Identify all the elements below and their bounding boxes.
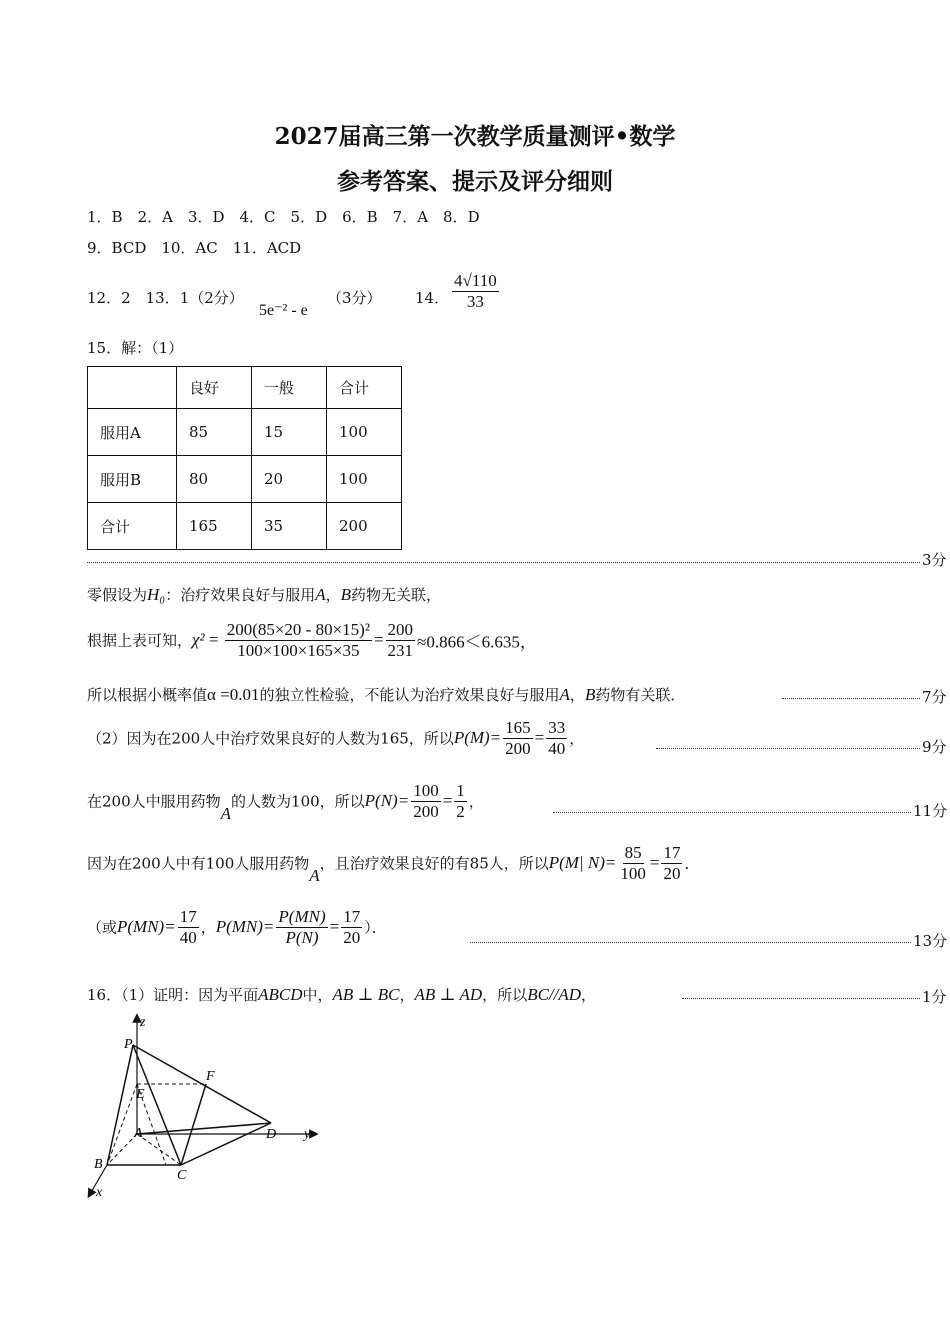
label-a: A	[134, 1126, 143, 1141]
table-cell: 85	[177, 409, 252, 456]
chi-symbol: χ²	[192, 630, 205, 650]
drug-a: A	[309, 866, 320, 886]
conclusion-text: 的独立性检验，不能认为治疗效果良好与服用	[259, 686, 560, 704]
chi-tail: ≈0.866＜6.635，	[417, 632, 537, 652]
label-p: P	[124, 1037, 133, 1052]
score-leader	[782, 698, 920, 699]
q13-expression: 5e⁻² - e	[259, 302, 308, 319]
part2-prefix: 因为在200人中有100人服用药物	[87, 854, 310, 873]
score-11: 11分	[913, 802, 948, 820]
table-cell: 100	[327, 456, 402, 503]
punct: ，	[581, 986, 597, 1004]
fraction-numerator: 165	[505, 718, 531, 737]
fraction-numerator: 85	[624, 843, 642, 862]
answers-q12-13: 12．2 13．1（2分）	[87, 289, 244, 307]
table-cell	[88, 367, 177, 409]
score-leader	[87, 562, 920, 563]
fraction-denominator: 200	[413, 801, 439, 821]
fraction-numerator: 1	[456, 781, 465, 800]
fraction-denominator: 20	[663, 863, 681, 883]
score-9: 9分	[922, 738, 947, 756]
table-cell: 20	[252, 456, 327, 503]
score-leader	[682, 998, 920, 999]
chi-prefix: 根据上表可知，	[87, 631, 193, 650]
page-title: 2027届高三第一次教学质量测评•数学	[274, 123, 676, 150]
prob-mn: P(MN)=	[215, 917, 275, 937]
fraction-numerator: 17	[179, 907, 197, 926]
table-cell: 80	[177, 456, 252, 503]
prob-mn: P(MN)=	[117, 917, 176, 937]
fraction-denominator: 200	[505, 738, 531, 758]
q14-answer	[450, 271, 501, 311]
geometry-figure	[86, 1012, 318, 1202]
fraction-numerator: P(MN)	[278, 907, 326, 926]
table-cell: 35	[252, 503, 327, 550]
score-3: 3分	[922, 551, 947, 569]
hypothesis-text: ：治疗效果良好与服用	[165, 586, 316, 604]
table-cell: 一般	[252, 367, 327, 409]
q14-numerator: 4√110	[454, 271, 497, 290]
label-f: F	[206, 1069, 215, 1084]
chi-denominator-2: 231	[387, 640, 414, 660]
answers-line-2: 9．BCD 10．AC 11．ACD	[87, 239, 302, 257]
table-cell: 合计	[88, 503, 177, 550]
table-cell: 165	[177, 503, 252, 550]
punct: ）．	[364, 918, 387, 937]
q15-heading: 15．解：（1）	[87, 339, 184, 357]
prob-m-given-n: P(M| N)=	[548, 853, 617, 873]
part2-prefix: （或	[87, 918, 118, 937]
label-e: E	[136, 1087, 145, 1102]
ab-perp-bc: AB ⊥ BC	[332, 985, 400, 1004]
table-cell: 200	[327, 503, 402, 550]
contingency-table	[87, 366, 402, 550]
fraction-denominator: 40	[548, 738, 566, 758]
alpha-value: α =0.01	[207, 685, 260, 704]
hypothesis-prefix: 零假设为	[87, 586, 148, 604]
conclusion-line	[87, 684, 685, 705]
fraction-numerator: 100	[413, 781, 439, 800]
table-cell: 合计	[327, 367, 402, 409]
hypothesis-end: 药物无关联，	[351, 586, 442, 604]
q16-text: 中，	[302, 986, 333, 1004]
drug-a: A	[559, 685, 570, 704]
fraction-denominator: 100	[620, 863, 646, 883]
fraction-numerator: 17	[343, 907, 361, 926]
part2-line-4: （或P(MN)= $\frac{17}{40}$ ，P(MN)= $\frac{P(MN)}{P(N)}$ = $\frac{17}{20}$ ）．	[87, 907, 387, 947]
sep: ，	[325, 586, 341, 604]
q16-line	[87, 984, 596, 1005]
punct: ，	[399, 986, 415, 1004]
conclusion-prefix: 所以根据小概率值	[87, 686, 208, 704]
chi-denominator: 100×100×165×35	[237, 640, 360, 660]
punct: ，	[200, 918, 216, 937]
part2-prefix: （2）因为在200人中治疗效果良好的人数为165，所以	[87, 729, 454, 748]
drug-a: A	[220, 804, 232, 824]
table-row	[88, 456, 402, 503]
q16-prefix: 16．（1）证明：因为平面	[87, 986, 259, 1004]
part2-line-1: （2）因为在200人中治疗效果良好的人数为165，所以P(M)= $\frac{165}{200}$ = $\frac{33}{40}$ ，	[87, 718, 585, 758]
score-leader	[656, 748, 920, 749]
chi-numerator-2: 200	[387, 620, 414, 639]
table-row	[88, 503, 402, 550]
label-z: z	[140, 1015, 146, 1030]
chi-numerator: 200(85×20 - 80×15)²	[226, 620, 370, 639]
fraction-numerator: 17	[663, 843, 681, 862]
label-d: D	[266, 1127, 277, 1142]
label-b: B	[94, 1157, 103, 1172]
fraction-denominator: 40	[179, 927, 197, 947]
table-cell: 100	[327, 409, 402, 456]
part2-line-3: 因为在200人中有100人服用药物A，且治疗效果良好的有85人，所以P(M| N)= $\frac{85}{100}$ = $\frac{17}{20}$ ．	[87, 843, 700, 886]
score-7: 7分	[922, 688, 947, 706]
drug-b: B	[584, 685, 596, 704]
part2-text: ，且治疗效果良好的有85人，所以	[319, 854, 549, 873]
prob-n: P(N)=	[364, 791, 410, 811]
part2-line-2: 在200人中服用药物A的人数为100，所以P(N)= $\frac{100}{200}$ = $\frac{1}{2}$ ，	[87, 781, 484, 824]
fraction-denominator: 20	[343, 927, 361, 947]
table-cell: 服用B	[88, 456, 177, 503]
score-leader	[470, 942, 911, 943]
drug-a: A	[315, 585, 326, 604]
label-c: C	[177, 1168, 187, 1183]
prob-m: P(M)=	[453, 728, 502, 748]
score-1: 1分	[922, 988, 947, 1006]
plane-abcd: ABCD	[258, 985, 303, 1004]
drug-b: B	[340, 585, 352, 604]
sep: ，	[569, 686, 585, 704]
conclusion-end: 药物有关联．	[595, 686, 686, 704]
label-x: x	[96, 1185, 103, 1200]
hypothesis-line	[87, 584, 441, 605]
table-cell: 服用A	[88, 409, 177, 456]
table-cell: 15	[252, 409, 327, 456]
punct: ，	[468, 792, 484, 811]
table-cell: 良好	[177, 367, 252, 409]
page-subtitle: 参考答案、提示及评分细则	[337, 168, 613, 195]
fraction-denominator: 2	[456, 801, 465, 821]
q16-text: ，所以	[482, 986, 528, 1004]
label-y: y	[304, 1127, 311, 1142]
q14-label: 14．	[415, 289, 450, 307]
fraction-denominator: P(N)	[285, 927, 319, 947]
score-leader	[553, 812, 911, 813]
part2-prefix: 在200人中服用药物	[87, 792, 221, 811]
q13-points: （3分）	[327, 289, 382, 307]
score-13: 13分	[913, 932, 948, 950]
table-row	[88, 409, 402, 456]
table-header-row	[88, 367, 402, 409]
ab-perp-ad: AB ⊥ AD	[414, 985, 483, 1004]
bc-parallel-ad: BC//AD	[527, 985, 582, 1004]
hypothesis-var: H₀	[147, 585, 166, 604]
answers-line-1: 1．B 2．A 3．D 4．C 5．D 6．B 7．A 8．D	[87, 208, 480, 226]
q14-denominator: 33	[466, 291, 484, 311]
chi-square-line: 根据上表可知，χ² = $\frac{\text{200(85×20 - 80×15)²}}{100\times 100\times 165\times 35}$ = $\frac{200}{231}$ ≈0.866＜6.635，	[87, 620, 537, 660]
fraction-numerator: 33	[548, 718, 566, 737]
punct: ．	[684, 854, 700, 873]
punct: ，	[569, 729, 585, 748]
part2-text: 的人数为100，所以	[231, 792, 365, 811]
